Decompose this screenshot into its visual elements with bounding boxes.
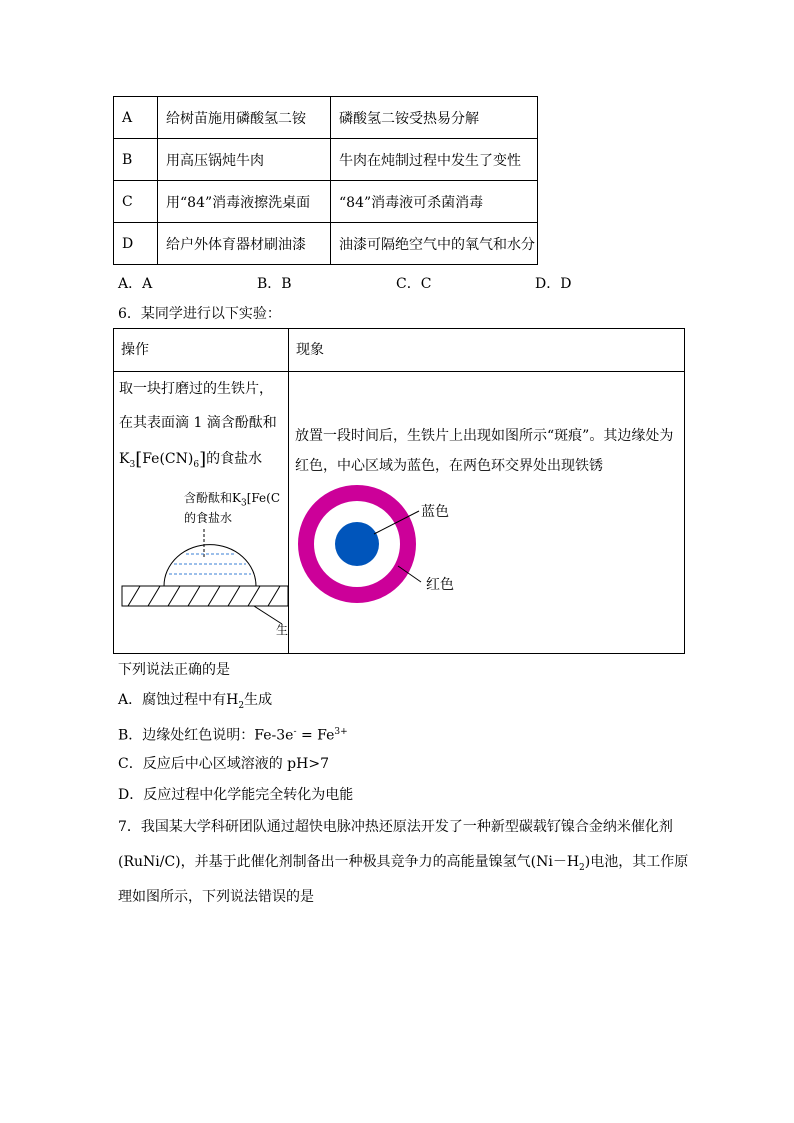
- table-row: [114, 181, 538, 223]
- q5-option-d: D．D: [535, 276, 572, 292]
- droplet-outline: [164, 545, 256, 586]
- table-row: [114, 97, 538, 139]
- practice-cell: 用“84”消毒液擦洗桌面: [158, 181, 331, 223]
- q6-table: [113, 328, 685, 654]
- q5-table: [113, 96, 538, 265]
- table-header-row: [114, 329, 684, 372]
- q6-stem: 6．某同学进行以下实验：: [118, 306, 281, 322]
- phenomenon-line-1: 放置一段时间后，生铁片上出现如图所示“斑痕”。其边缘处为: [295, 428, 674, 444]
- iron-hatching: [128, 586, 280, 606]
- row-label: A: [114, 97, 158, 139]
- header-phenomenon: 现象: [296, 342, 324, 358]
- table-row: [114, 139, 538, 181]
- figure-label-iron: 生: [276, 623, 289, 637]
- operation-line-3: $K_3[Fe(CN)_6]$的食盐水: [119, 449, 263, 470]
- droplet-diagram: [114, 524, 288, 652]
- q5-option-b: B．B: [257, 276, 292, 292]
- reason-cell: “84”消毒液可杀菌消毒: [331, 181, 538, 223]
- practice-cell: 给户外体育器材刷油漆: [158, 223, 331, 265]
- practice-cell: 用高压锅炖牛肉: [158, 139, 331, 181]
- header-operation: 操作: [121, 342, 149, 358]
- iron-pointer: [254, 606, 282, 624]
- row-label: B: [114, 139, 158, 181]
- label-red: 红色: [426, 577, 454, 593]
- q7-line-2: (RuNi/C)，并基于此催化剂制备出一种极具竞争力的高能量镍氢气$(Ni-H_2)$电池，其工作原: [118, 854, 689, 873]
- q6-option-c: C．反应后中心区域溶液的 pH>7: [118, 756, 329, 772]
- q5-option-c: C．C: [396, 276, 432, 292]
- reason-cell: 磷酸氢二铵受热易分解: [331, 97, 538, 139]
- operation-line-2: 在其表面滴 1 滴含酚酞和: [119, 415, 277, 431]
- q6-option-d: D．反应过程中化学能完全转化为电能: [118, 787, 354, 803]
- iron-sheet: [122, 586, 288, 606]
- column-divider: [288, 329, 289, 653]
- q7-line-1: 7．我国某大学科研团队通过超快电脉冲热还原法开发了一种新型碳载钌镍合金纳米催化剂: [118, 819, 673, 835]
- operation-line-1: 取一块打磨过的生铁片，: [119, 381, 273, 397]
- q6-option-a: A．腐蚀过程中有$H_2$生成: [118, 692, 273, 711]
- reason-cell: 油漆可隔绝空气中的氧气和水分: [331, 223, 538, 265]
- reason-cell: 牛肉在炖制过程中发生了变性: [331, 139, 538, 181]
- blue-center: [335, 522, 379, 566]
- figure-label-reagent: 含酚酞和$K_3[Fe(C$: [184, 491, 281, 509]
- row-label: C: [114, 181, 158, 223]
- q7-line-3: 理如图所示，下列说法错误的是: [118, 889, 314, 905]
- row-label: D: [114, 223, 158, 265]
- figure-label-saltwater: 的食盐水: [184, 511, 233, 525]
- q5-option-a: A．A: [118, 276, 153, 292]
- phenomenon-line-2: 红色，中心区域为蓝色，在两色环交界处出现铁锈: [295, 458, 603, 474]
- practice-cell: 给树苗施用磷酸氢二铵: [158, 97, 331, 139]
- q6-ask: 下列说法正确的是: [118, 662, 230, 678]
- q6-option-b: B．边缘处红色说明：$Fe-3e^- = Fe^{3+}$: [118, 727, 348, 744]
- table-row: [114, 223, 538, 265]
- label-blue: 蓝色: [421, 504, 449, 520]
